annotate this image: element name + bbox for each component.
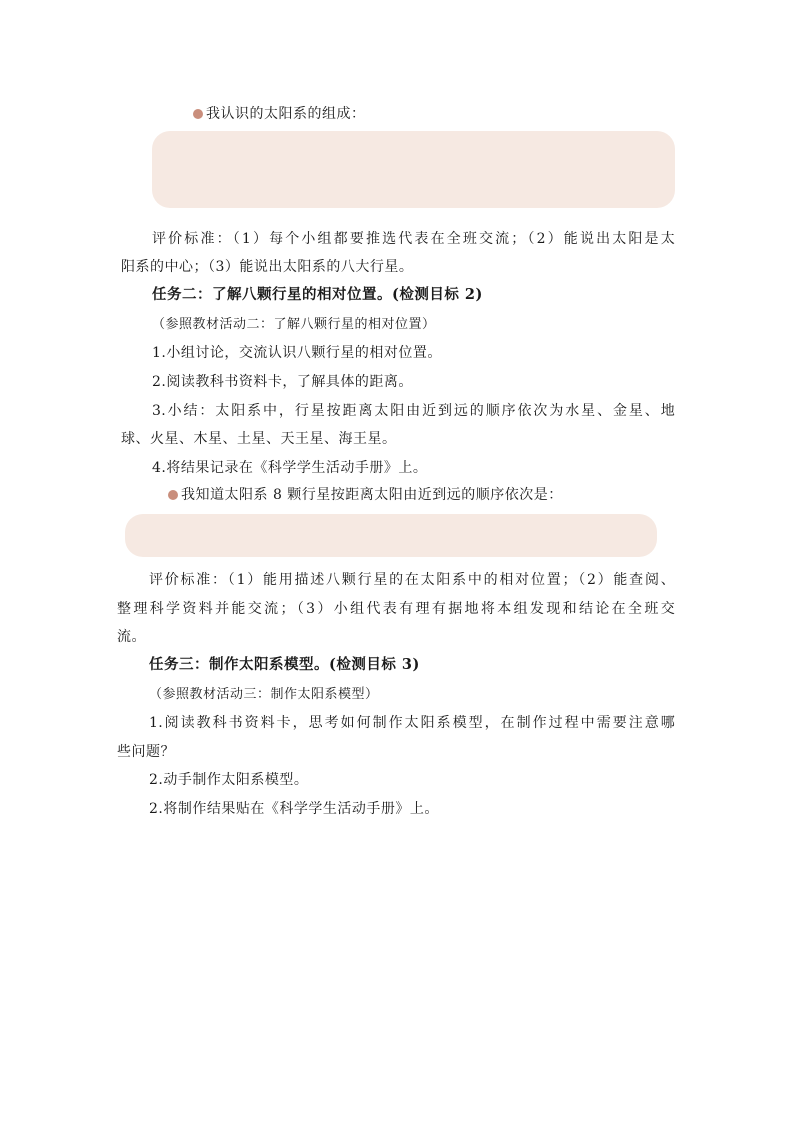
task2-step-3-line-1: 3.小结：太阳系中，行星按距离太阳由近到远的顺序依次为水星、金星、地 xyxy=(152,403,675,419)
task2-step-4: 4.将结果记录在《科学学生活动手册》上。 xyxy=(152,460,428,476)
task2-step-3-line-2: 球、火星、木星、土星、天王星、海王星。 xyxy=(121,431,397,447)
task3-step-1-line-1: 1.阅读教科书资料卡，思考如何制作太阳系模型，在制作过程中需要注意哪 xyxy=(149,715,675,731)
criteria-1-line-2: 阳系的中心；（3）能说出太阳系的八大行星。 xyxy=(121,259,414,275)
prompt-solar-system-composition xyxy=(193,104,366,124)
task2-title: 任务二：了解八颗行星的相对位置。(检测目标 2) xyxy=(152,286,483,303)
bullet-dot-icon xyxy=(193,109,203,119)
prompt-planet-order xyxy=(168,485,563,505)
criteria-2-line-1: 评价标准：（1）能用描述八颗行星的在太阳系中的相对位置；（2）能查阅、 xyxy=(149,572,675,588)
criteria-1-line-1: 评价标准：（1）每个小组都要推选代表在全班交流；（2）能说出太阳是太 xyxy=(152,231,675,247)
task3-reference: （参照教材活动三：制作太阳系模型） xyxy=(149,687,379,702)
task3-step-3: 2.将制作结果贴在《科学学生活动手册》上。 xyxy=(149,801,439,817)
task2-step-2: 2.阅读教科书资料卡，了解具体的距离。 xyxy=(152,374,413,390)
criteria-2-line-3: 流。 xyxy=(117,629,146,645)
prompt-text: 我认识的太阳系的组成： xyxy=(206,106,366,122)
task3-step-1-line-2: 些问题？ xyxy=(117,744,175,760)
task3-title: 任务三：制作太阳系模型。(检测目标 3) xyxy=(149,656,420,673)
task3-step-2: 2.动手制作太阳系模型。 xyxy=(149,772,309,788)
answer-box-composition[interactable] xyxy=(152,131,675,208)
task2-step-1: 1.小组讨论，交流认识八颗行星的相对位置。 xyxy=(152,345,442,361)
answer-box-planet-order[interactable] xyxy=(125,514,657,557)
bullet-dot-icon xyxy=(168,490,178,500)
prompt-text: 我知道太阳系 8 颗行星按距离太阳由近到远的顺序依次是： xyxy=(181,487,563,503)
task2-reference: （参照教材活动二：了解八颗行星的相对位置） xyxy=(152,317,436,332)
criteria-2-line-2: 整理科学资料并能交流；（3）小组代表有理有据地将本组发现和结论在全班交 xyxy=(117,601,675,617)
